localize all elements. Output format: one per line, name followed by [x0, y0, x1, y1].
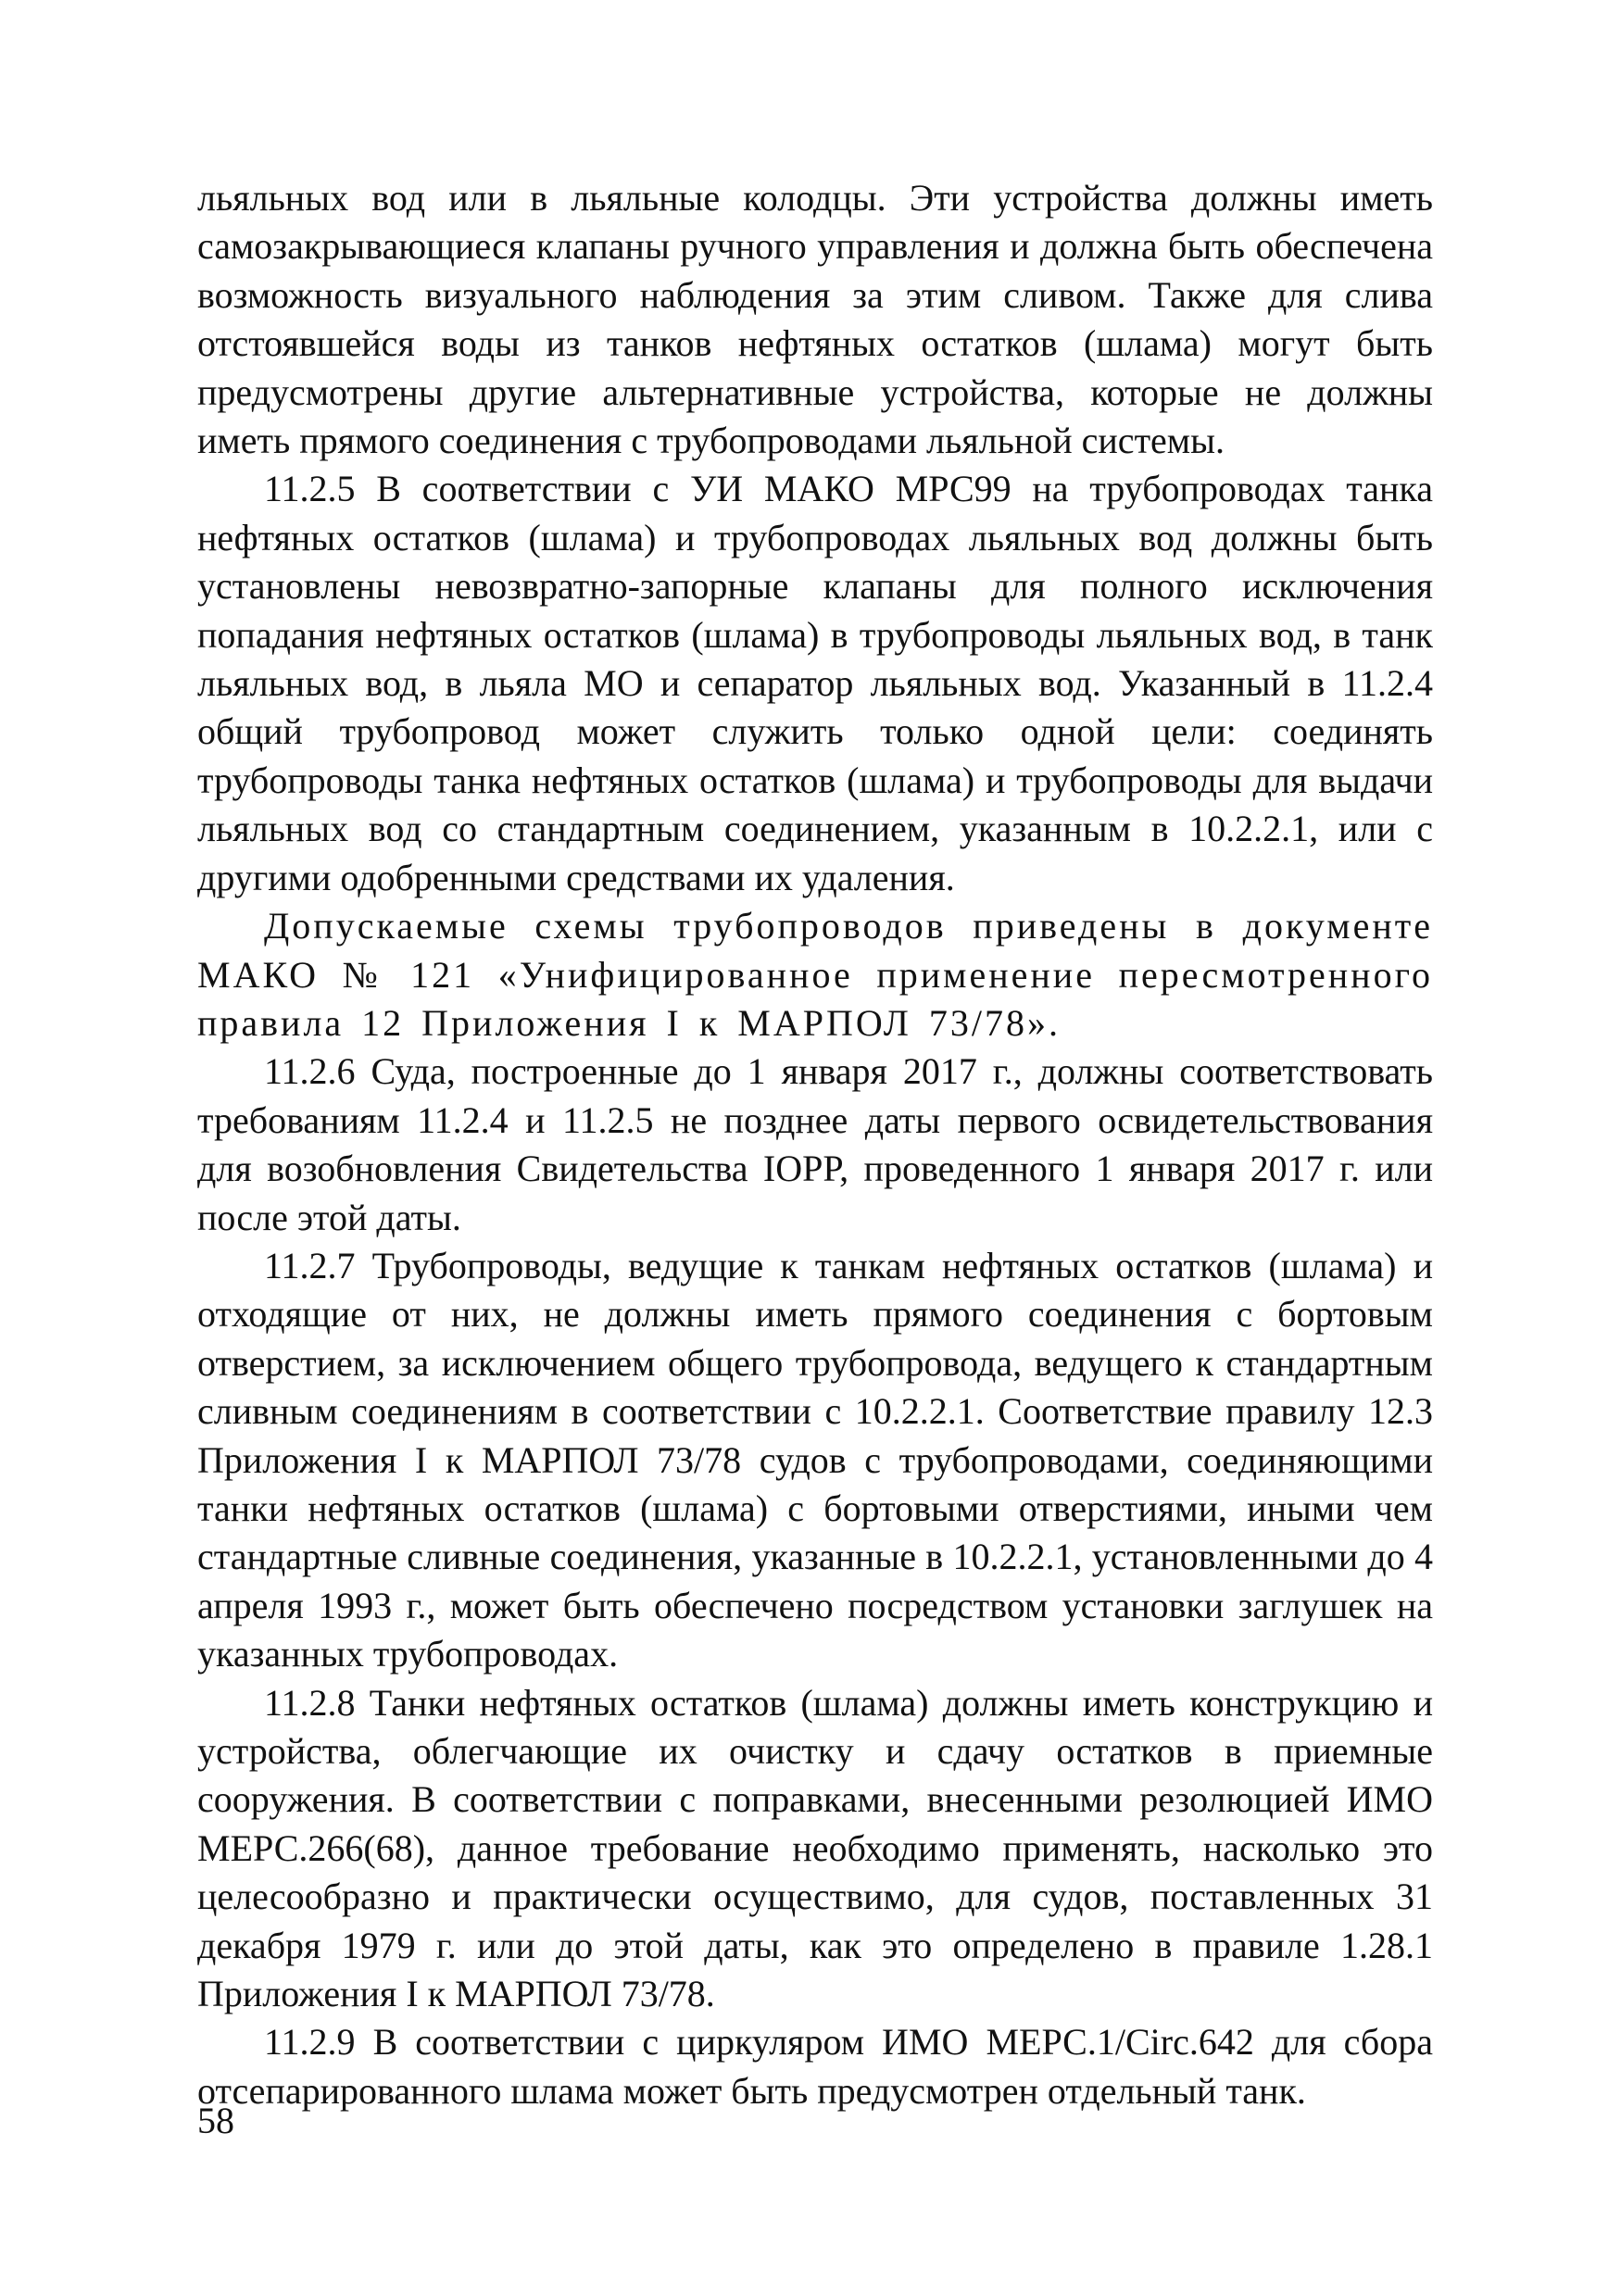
paragraph-11-2-6: 11.2.6 Суда, построенные до 1 января 2017 г., должны соответствовать требованиям 11.2.4 и 11.2.5 не позднее даты первого освидетельствования для возобновления Свидетельства IOPP, проведенного 1 января 2017 г. или после этой даты. — [197, 1050, 1433, 1238]
paragraph-admissible-schemes: Допускаемые схемы трубопроводов приведены в документе МАКО № 121 «Унифицированное применение пересмотренного правила 12 Приложения I к МАРПОЛ 73/78». — [197, 905, 1433, 1044]
page-number: 58 — [197, 2100, 234, 2141]
paragraph-11-2-9: 11.2.9 В соответствии с циркуляром ИМО МЕРС.1/Circ.642 для сбора отсепарированного шлама может быть предусмотрен отдельный танк. — [197, 2021, 1433, 2112]
paragraph-continued-bilge-drain: льяльных вод или в льяльные колодцы. Эти устройства должны иметь самозакрывающиеся клапаны ручного управления и должна быть обеспечена возможность визуального наблюдения за этим сливом. Также для слива отстоявшейся воды из танков нефтяных остатков (шлама) могут быть предусмотрены другие альтернативные устройства, которые не должны иметь прямого соединения с трубопроводами льяльной системы. — [197, 177, 1433, 462]
paragraph-11-2-5: 11.2.5 В соответствии с УИ МАКО МРС99 на трубопроводах танка нефтяных остатков (шлама) и трубопроводах льяльных вод должны быть установлены невозвратно-запорные клапаны для полного исключения попадания нефтяных остатков (шлама) в трубопроводы льяльных вод, в танк льяльных вод, в льяла МО и сепаратор льяльных вод. Указанный в 11.2.4 общий трубопровод может служить только одной цели: соединять трубопроводы танка нефтяных остатков (шлама) и трубопроводы для выдачи льяльных вод со стандартным соединением, указанным в 10.2.2.1, или с другими одобренными средствами их удаления. — [197, 468, 1433, 898]
paragraph-11-2-8: 11.2.8 Танки нефтяных остатков (шлама) должны иметь конструкцию и устройства, облегчающие их очистку и сдачу остатков в приемные сооружения. В соответствии с поправками, внесенными резолюцией ИМО МЕРС.266(68), данное требование необходимо применять, насколько это целесообразно и практически осуществимо, для судов, поставленных 31 декабря 1979 г. или до этой даты, как это определено в правиле 1.28.1 Приложения I к МАРПОЛ 73/78. — [197, 1681, 1433, 2015]
document-body — [197, 174, 1433, 2115]
paragraph-11-2-7: 11.2.7 Трубопроводы, ведущие к танкам нефтяных остатков (шлама) и отходящие от них, не должны иметь прямого соединения с бортовым отверстием, за исключением общего трубопровода, ведущего к стандартным сливным соединениям в соответствии с 10.2.2.1. Соответствие правилу 12.3 Приложения I к МАРПОЛ 73/78 судов с трубопроводами, соединяющими танки нефтяных остатков (шлама) с бортовыми отверстиями, иными чем стандартные сливные соединения, указанные в 10.2.2.1, установленными до 4 апреля 1993 г., может быть обеспечено посредством установки заглушек на указанных трубопроводах. — [197, 1244, 1433, 1675]
